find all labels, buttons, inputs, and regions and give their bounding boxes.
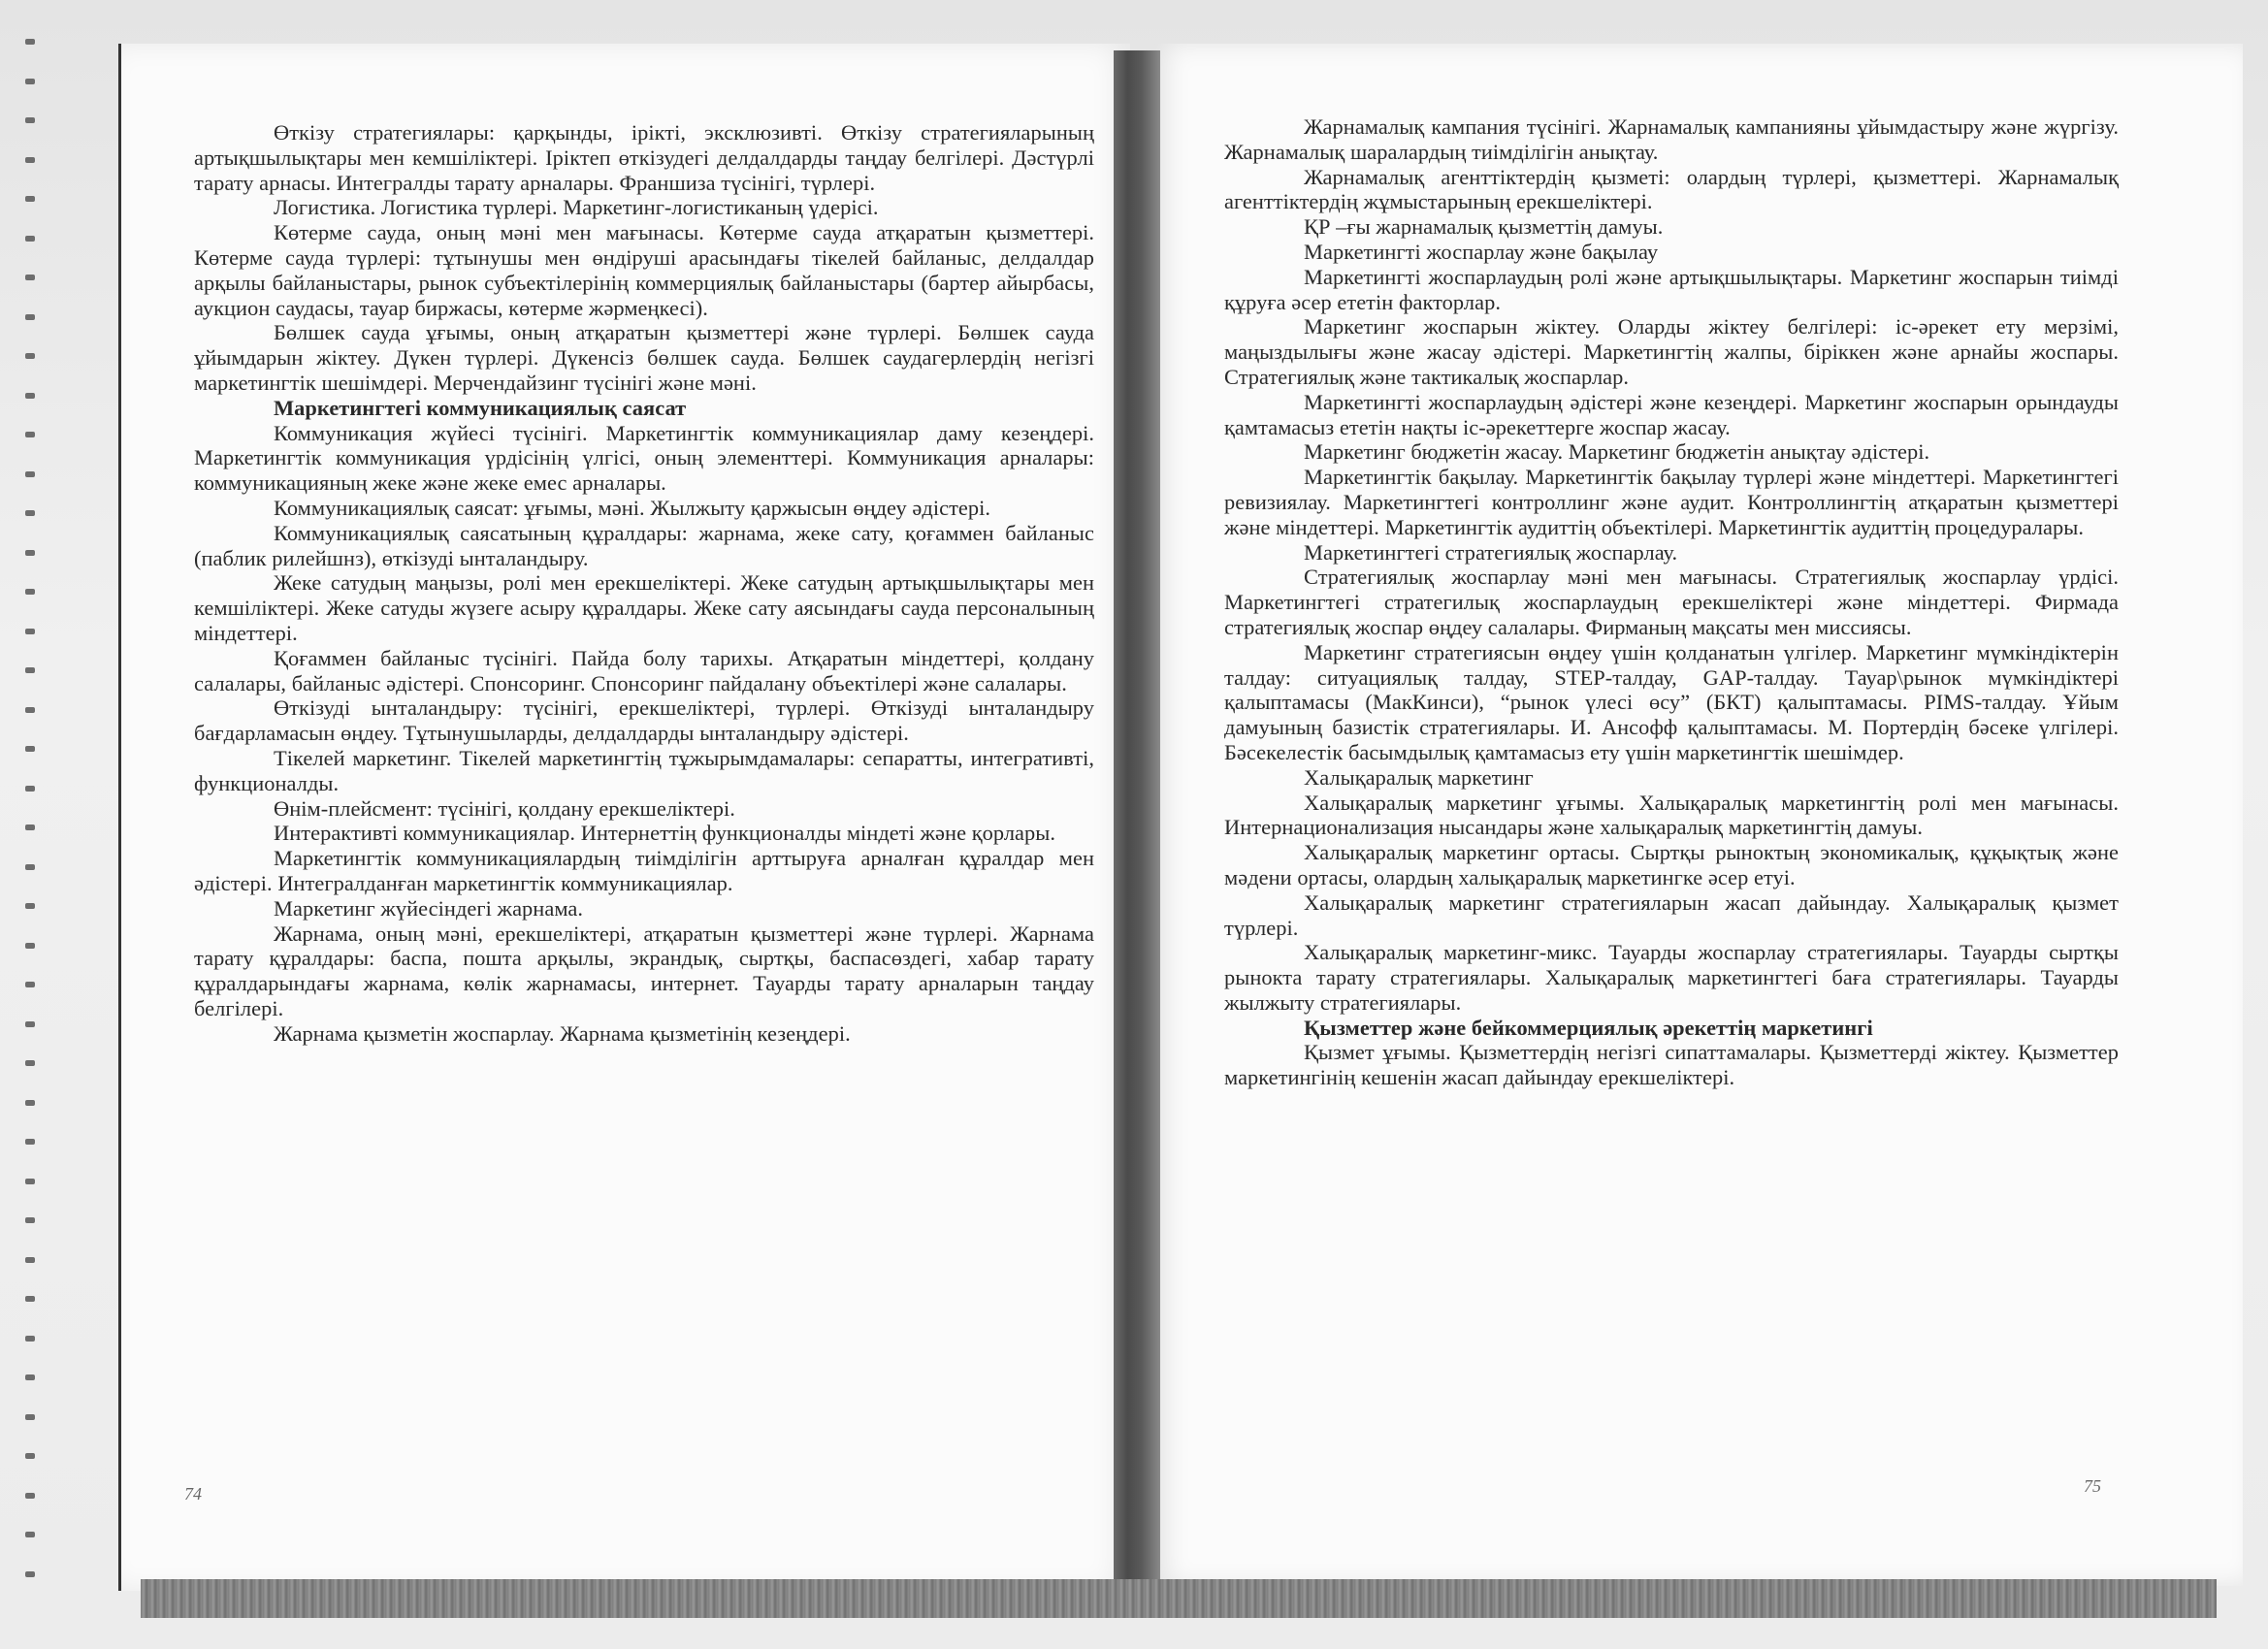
paragraph: Халықаралық маркетинг-микс. Тауарды жоспарлау стратегиялары. Тауарды сыртқы рынокта тарату стратегиялары. Халықаралық маркетингтегі баға стратегиялары. Тауарды жылжыту стратегиялары.	[1224, 940, 2119, 1015]
binding-hole	[25, 1493, 35, 1499]
paragraph: Өткізуді ынталандыру: түсінігі, ерекшеліктері, түрлері. Өткізуді ынталандыру бағдарламасын өңдеу. Тұтынушыларды, делдалдарды ынталандыру әдістері.	[194, 695, 1094, 746]
section-heading: Маркетингтегі коммуникациялық саясат	[274, 395, 687, 420]
binding-hole	[25, 236, 35, 242]
paragraph: Маркетингті жоспарлаудың ролі және артықшылықтары. Маркетинг жоспарын тиімді құруға әсер ететін факторлар.	[1224, 264, 2119, 314]
binding-hole	[25, 1414, 35, 1420]
paragraph: Маркетинг жүйесіндегі жарнама.	[274, 895, 584, 921]
binding-hole	[25, 157, 35, 163]
binding-hole	[25, 1021, 35, 1027]
scanner-edge-band	[141, 1579, 2217, 1618]
paragraph: Маркетинг бюджетін жасау. Маркетинг бюджетін анықтау әдістері.	[1304, 439, 1930, 465]
book-gutter-shadow	[1114, 50, 1160, 1593]
paragraph: Маркетингті жоспарлау және бақылау	[1304, 239, 1659, 264]
paragraph: Халықаралық маркетинг	[1304, 764, 1534, 790]
paragraph: Маркетингтік коммуникациялардың тиімділігін арттыруға арналған құралдар мен әдістері. Интегралданған маркетингтік коммуникациялар.	[194, 846, 1094, 895]
binding-hole	[25, 589, 35, 595]
paragraph: Көтерме сауда, оның мәні мен мағынасы. Көтерме сауда атқаратын қызметтері. Көтерме сауда түрлері: тұтынушы мен өндіруші арасындағы тікелей байланыс, делдалдар арқылы байланыстары, рынок субъектілерінің коммерциялық байланыстары (бартер айырбасы, аукцион саудасы, тауар биржасы, көтерме жәрмеңкесі).	[194, 220, 1094, 320]
binding-hole	[25, 824, 35, 830]
binding-hole	[25, 1060, 35, 1066]
binding-hole	[25, 79, 35, 84]
paragraph: Өнім-плейсмент: түсінігі, қолдану ерекшеліктері.	[274, 795, 735, 821]
binding-hole	[25, 117, 35, 123]
binding-hole	[25, 1532, 35, 1537]
binding-hole	[25, 510, 35, 516]
binding-hole	[25, 1336, 35, 1342]
paragraph: Маркетингтегі стратегиялық жоспарлау.	[1304, 539, 1678, 565]
right-page-number: 75	[2084, 1476, 2101, 1496]
paragraph: Маркетингті жоспарлаудың әдістері және кезеңдері. Маркетинг жоспарын орындауды қамтамасыз ететін нақты іс-әрекеттерге жоспар жасау.	[1224, 389, 2119, 439]
paragraph: Маркетингтік бақылау. Маркетингтік бақылау түрлері және міндеттері. Маркетингтегі ревизиялау. Маркетингтегі контроллинг және аудит. Контроллингтің атқаратын қызметтері және міндеттері. Маркетингтік аудиттің объектілері. Маркетингтік аудиттің процедуралары.	[1224, 465, 2119, 539]
paragraph: Халықаралық маркетинг ұғымы. Халықаралық маркетингтің ролі мен мағынасы. Интернационализация нысандары және халықаралық маркетингтің дамуы.	[1224, 790, 2119, 840]
binding-hole	[25, 314, 35, 320]
binding-hole	[25, 1296, 35, 1302]
binding-hole	[25, 707, 35, 713]
binding-hole	[25, 353, 35, 359]
binding-hole	[25, 432, 35, 437]
paragraph: Жарнама қызметін жоспарлау. Жарнама қызметінің кезеңдері.	[274, 1020, 851, 1046]
binding-hole	[25, 864, 35, 870]
paragraph: Коммуникациялық саясатының құралдары: жарнама, жеке сату, қоғаммен байланыс (паблик рилейшнз), өткізуді ынталандыру.	[194, 520, 1094, 570]
paragraph: Маркетинг стратегиясын өңдеу үшін қолданатын үлгілер. Маркетинг мүмкіндіктерін талдау: ситуациялық талдау, STEP-талдау, GAP-талдау. Тауар\рынок мүмкіндіктері қалыптамасы (МакКинси), “рынок үлесі өсу” (БКТ) қалыптамасы. PIMS-талдау. Ұйым дамуының базистік стратегиялары. И. Ансофф қалыптамасы. М. Портердің бәсеке үлгілері. Бәсекелестік басымдылық қамтамасыз ету үшін маркетингтік шешімдер.	[1224, 639, 2119, 764]
section-heading: Қызметтер және бейкоммерциялық әрекеттің маркетингі	[1304, 1015, 1873, 1040]
binding-hole	[25, 746, 35, 752]
binding-hole	[25, 471, 35, 477]
left-page-text	[194, 120, 1094, 1046]
paragraph: Интерактивті коммуникациялар. Интернеттің функционалды міндеті және қорлары.	[274, 821, 1056, 846]
binding-hole	[25, 275, 35, 280]
binding-hole	[25, 196, 35, 202]
paragraph: Жарнамалық агенттіктердің қызметі: олардың түрлері, қызметтері. Жарнамалық агенттіктердің жұмыстарының ерекшеліктері.	[1224, 164, 2119, 214]
paragraph: Қоғаммен байланыс түсінігі. Пайда болу тарихы. Атқаратын міндеттері, қолдану салалары, байланыс әдістері. Спонсоринг. Спонсоринг пайдалану объектілері және салалары.	[194, 645, 1094, 695]
binding-hole	[25, 1100, 35, 1106]
paragraph: Стратегиялық жоспарлау мәні мен мағынасы. Стратегиялық жоспарлау үрдісі. Маркетингтегі стратегилық жоспарлаудың ерекшеліктері және міндеттері. Фирмада стратегиялық жоспар өңдеу салалары. Фирманың мақсаты мен миссиясы.	[1224, 565, 2119, 639]
binding-hole	[25, 786, 35, 792]
binding-hole	[25, 1571, 35, 1577]
binding-hole	[25, 667, 35, 673]
paragraph: Халықаралық маркетинг ортасы. Сыртқы рыноктың экономикалық, құқықтық және мәдени ортасы, олардың халықаралық маркетингке әсер етуі.	[1224, 840, 2119, 889]
binding-hole	[25, 39, 35, 45]
binding-hole	[25, 1257, 35, 1263]
paragraph: Халықаралық маркетинг стратегияларын жасап дайындау. Халықаралық қызмет түрлері.	[1224, 889, 2119, 940]
paragraph: ҚР –ғы жарнамалық қызметтің дамуы.	[1304, 214, 1664, 240]
binding-hole	[25, 393, 35, 399]
paragraph: Қызмет ұғымы. Қызметтердің негізгі сипаттамалары. Қызметтерді жіктеу. Қызметтер маркетингінің кешенін жасап дайындау ерекшеліктері.	[1224, 1040, 2119, 1090]
binding-hole	[25, 1453, 35, 1459]
paragraph: Жарнамалық кампания түсінігі. Жарнамалық кампанияны ұйымдастыру және жүргізу. Жарнамалық шаралардың тиімділігін анықтау.	[1224, 114, 2119, 164]
binding-hole	[25, 550, 35, 556]
binding-hole	[25, 1217, 35, 1223]
paragraph: Коммуникация жүйесі түсінігі. Маркетингтік коммуникациялар даму кезеңдері. Маркетингтік коммуникация үрдісінің үлгісі, оның элементтері. Коммуникация арналары: коммуникацияның жеке және жеке емес арналары.	[194, 420, 1094, 496]
paragraph: Тікелей маркетинг. Тікелей маркетингтің тұжырымдамалары: сепаратты, интегративті, функционалды.	[194, 745, 1094, 795]
binding-hole	[25, 629, 35, 634]
binding-holes	[0, 39, 47, 1610]
paragraph: Жарнама, оның мәні, ерекшеліктері, атқаратын қызметтері және түрлері. Жарнама тарату құралдары: баспа, пошта арқылы, экрандық, сыртқы, баспасөздегі, хабар тарату құралдарындағы жарнама, көлік жарнамасы, интернет. Тауарды тарату арналарын таңдау белгілері.	[194, 921, 1094, 1020]
binding-hole	[25, 1179, 35, 1184]
paragraph: Бөлшек сауда ұғымы, оның атқаратын қызметтері және түрлері. Бөлшек сауда ұйымдарын жіктеу. Дүкен түрлері. Дүкенсіз бөлшек сауда. Бөлшек саудагерлердің негізгі маркетингтік шешімдері. Мерчендайзинг түсінігі және мәні.	[194, 320, 1094, 395]
right-page-text	[1224, 114, 2119, 1090]
binding-hole	[25, 1139, 35, 1145]
paragraph: Өткізу стратегиялары: қарқынды, іріктi, эксклюзивті. Өткізу стратегияларының артықшылықтары мен кемшiлiктерi. Іріктеп өткізудегі делдалдарды таңдау белгілері. Дәстүрлі тарату арнасы. Интегралды тарату арналары. Франшиза түсінігі, түрлері.	[194, 120, 1094, 195]
binding-hole	[25, 982, 35, 987]
binding-hole	[25, 943, 35, 949]
paragraph: Логистика. Логистика түрлері. Маркетинг-логистиканың үдерісі.	[274, 195, 879, 220]
binding-hole	[25, 1374, 35, 1380]
paragraph: Коммуникациялық саясат: ұғымы, мәні. Жылжыту қаржысын өңдеу әдістері.	[274, 495, 991, 520]
left-page-number: 74	[184, 1484, 202, 1504]
binding-hole	[25, 903, 35, 909]
paragraph: Маркетинг жоспарын жіктеу. Оларды жіктеу белгілері: іс-әрекет ету мерзімі, маңыздылығы және жасау әдістері. Маркетингтің жалпы, біріккен және арнайы жоспары. Стратегиялық және тактикалық жоспарлар.	[1224, 314, 2119, 389]
paragraph: Жеке сатудың маңызы, ролі мен ерекшеліктері. Жеке сатудың артықшылықтары мен кемшіліктері. Жеке сатуды жүзеге асыру құралдары. Жеке сату аясындағы сауда персоналының міндеттері.	[194, 570, 1094, 645]
